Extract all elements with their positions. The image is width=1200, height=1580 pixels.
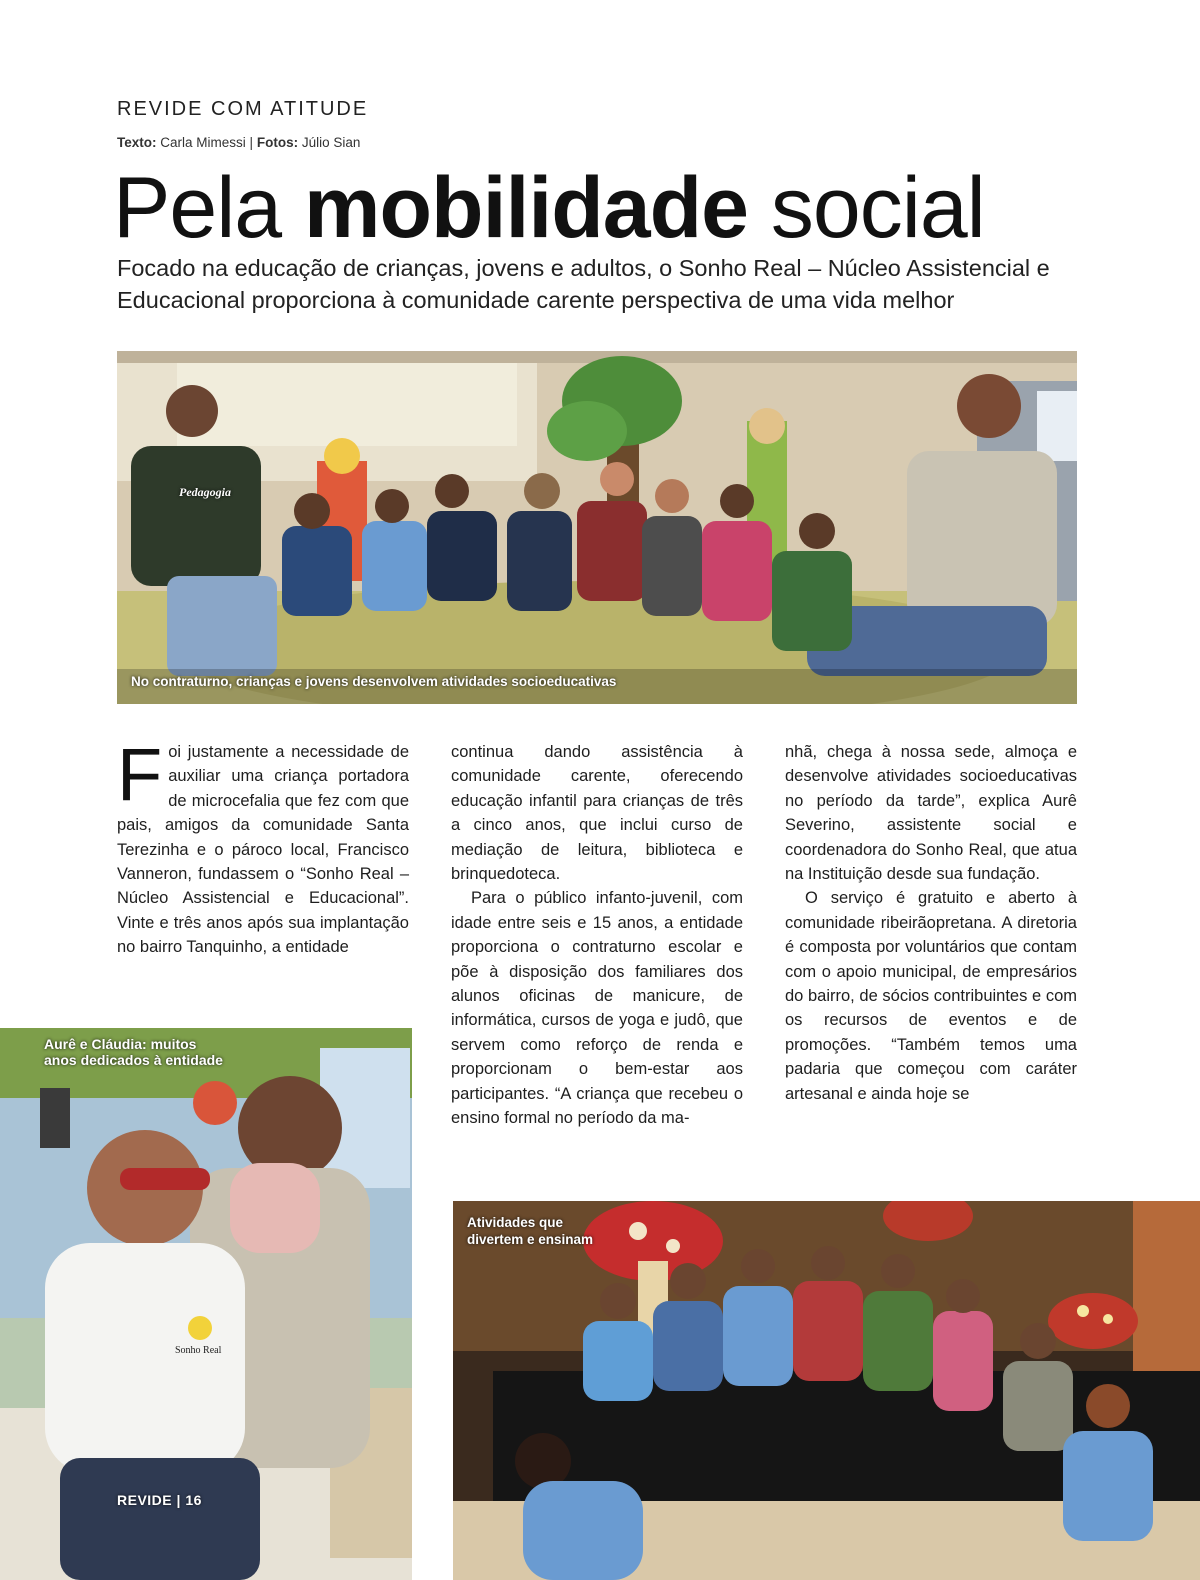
column-3-paragraph-1: nhã, chega à nossa sede, almoça e desenvolve atividades socioeducativas no período da tarde”, explica Aurê Severino, assistente social e coordenadora do Sonho Real, que atua na Instituição desde sua fundação. bbox=[785, 743, 1077, 884]
article-column-3 bbox=[785, 740, 1077, 1106]
subtitle: Focado na educação de crianças, jovens e adultos, o Sonho Real – Núcleo Assistencial e Educacional proporciona à comunidade carente perspectiva de uma vida melhor bbox=[117, 255, 1050, 313]
credit-text-label: Texto: bbox=[117, 135, 157, 150]
column-1-paragraph-1: oi justamente a necessidade de auxiliar uma criança portadora de microcefalia que fez com que pais, amigos da comunidade Santa Terezinha e o pároco local, Francisco Vanneron, fundassem o “Sonho Real – Núcleo Assistencial e Educacional”. Vinte e três anos após sua implantação no bairro Tanquinho, a entidade bbox=[117, 743, 409, 957]
credit-photo-name: Júlio Sian bbox=[301, 135, 361, 150]
title-part-2: mobilidade bbox=[304, 160, 748, 256]
section-label: REVIDE COM ATITUDE bbox=[117, 98, 369, 120]
bottom-photo bbox=[453, 1201, 1200, 1580]
page-folio: REVIDE | 16 bbox=[117, 1492, 202, 1508]
page-title bbox=[113, 158, 985, 258]
title-part-1: Pela bbox=[113, 160, 282, 256]
main-photo-caption: No contraturno, crianças e jovens desenvolvem atividades socioeducativas bbox=[131, 674, 617, 689]
bottom-photo-illustration bbox=[453, 1201, 1200, 1580]
credits bbox=[117, 135, 360, 150]
main-shirt-text: Pedagogia bbox=[179, 485, 231, 499]
article-column-2 bbox=[451, 740, 743, 1131]
bottom-photo-caption-2: divertem e ensinam bbox=[467, 1232, 594, 1247]
credit-separator: | bbox=[249, 135, 254, 150]
column-2-paragraph-1: continua dando assistência à comunidade carente, oferecendo educação infantil para crianças de três a cinco anos, que inclui curso de mediação de leitura, biblioteca e brinquedoteca. bbox=[451, 743, 743, 884]
main-photo bbox=[117, 351, 1077, 704]
left-shirt-logo: Sonho Real bbox=[175, 1345, 222, 1356]
column-3-paragraph-2: O serviço é gratuito e aberto à comunidade ribeirãopretana. A diretoria é composta por voluntários que contam com o apoio municipal, de empresários do bairro, de sócios contribuintes e com os recursos de eventos e de promoções. “Também temos uma padaria que começou com caráter artesanal e ainda hoje se bbox=[785, 889, 1077, 1103]
left-photo-illustration bbox=[0, 1028, 412, 1580]
article-column-1 bbox=[117, 733, 409, 960]
column-2-paragraph-2: Para o público infanto-juvenil, com idade entre seis e 15 anos, a entidade proporciona o contraturno escolar e põe à disposição dos familiares dos alunos oficinas de manicure, de informática, cursos de yoga e judô, que servem como reforço de renda e proporcionam o bem-estar aos participantes. “A criança que recebeu o ensino formal no período da ma- bbox=[451, 889, 743, 1128]
bottom-photo-caption-1: Atividades que bbox=[467, 1215, 564, 1230]
left-photo-caption-2: anos dedicados à entidade bbox=[44, 1052, 223, 1068]
credit-photo-label: Fotos: bbox=[256, 135, 299, 150]
title-part-3: social bbox=[770, 160, 985, 256]
left-photo bbox=[0, 1028, 412, 1580]
credit-text-name: Carla Mimessi bbox=[160, 135, 246, 150]
main-photo-illustration bbox=[117, 351, 1077, 704]
drop-cap: F bbox=[117, 733, 163, 816]
left-photo-caption-1: Aurê e Cláudia: muitos bbox=[44, 1036, 197, 1052]
